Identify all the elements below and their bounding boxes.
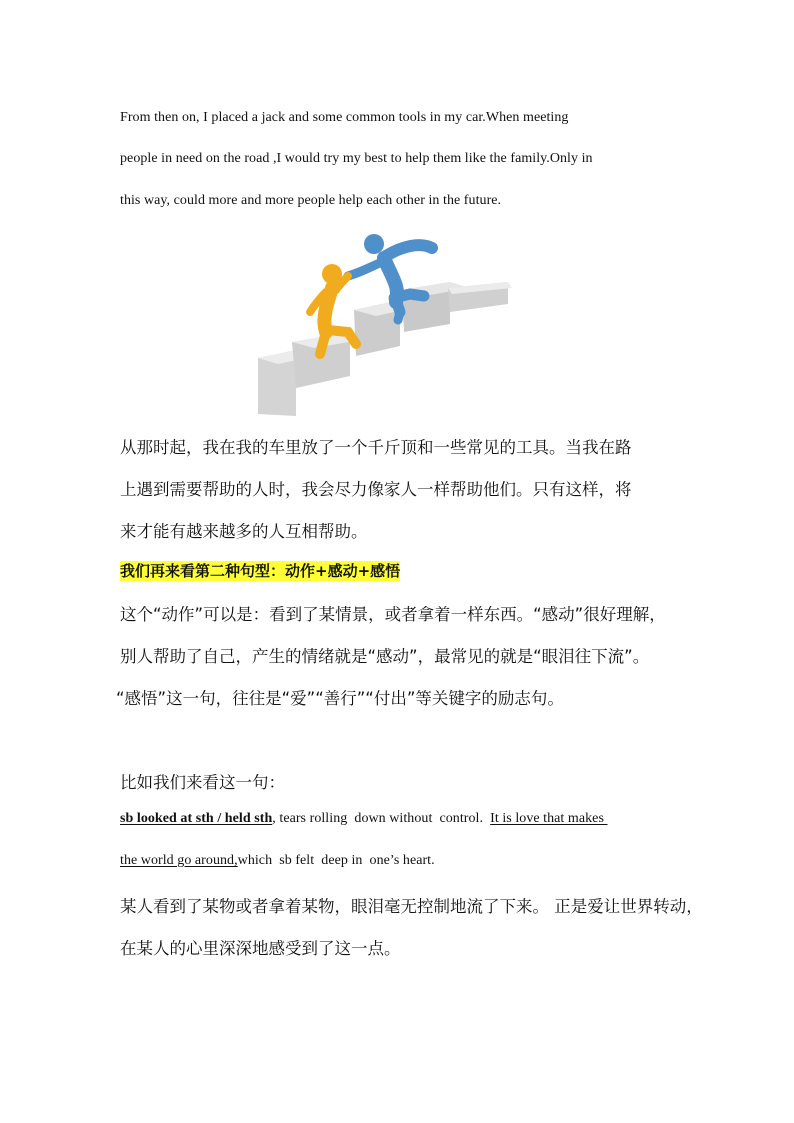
example-intro: 比如我们来看这一句： [120, 773, 285, 792]
explanation-line-2: 别人帮助了自己，产生的情绪就是“感动”，最常见的就是“眼泪往下流”。 [120, 647, 650, 666]
example-ending: which sb felt deep in one’s heart. [237, 853, 435, 868]
explanation-line-1: 这个“动作”可以是：看到了某情景，或者拿着一样东西。“感动”很好理解， [120, 605, 666, 624]
example-underlined-b: the world go around, [120, 853, 238, 868]
stairs-shape [258, 282, 512, 416]
example-translation-line-2: 在某人的心里深深地感受到了这一点。 [120, 939, 401, 958]
english-line-1: From then on, I placed a jack and some common tools in my car.When meeting [120, 110, 569, 125]
helping-hand-stairs-icon [252, 228, 514, 418]
chinese-line-3: 来才能有越来越多的人互相帮助。 [120, 522, 368, 541]
example-underlined-a: It is love that makes [490, 811, 608, 826]
example-middle: , tears rolling down without control. [272, 811, 491, 826]
section-heading [120, 560, 400, 581]
chinese-line-2: 上遇到需要帮助的人时，我会尽力像家人一样帮助他们。只有这样，将 [120, 480, 632, 499]
explanation-line-3: “感悟”这一句，往往是“爱”“善行”“付出”等关键字的励志句。 [116, 689, 564, 708]
example-sentence-line-1 [120, 811, 608, 827]
section-heading-text: 我们再来看第二种句型：动作+感动+感悟 [120, 562, 401, 580]
chinese-line-1: 从那时起，我在我的车里放了一个千斤顶和一些常见的工具。当我在路 [120, 438, 632, 457]
example-pattern: sb looked at sth / held sth [120, 811, 273, 826]
example-sentence-line-2 [120, 853, 435, 869]
english-line-2: people in need on the road ,I would try my best to help them like the family.Only in [120, 151, 593, 166]
example-translation-line-1: 某人看到了某物或者拿着某物，眼泪毫无控制地流了下来。 正是爱让世界转动， [120, 897, 703, 916]
english-line-3: this way, could more and more people help each other in the future. [120, 193, 502, 208]
